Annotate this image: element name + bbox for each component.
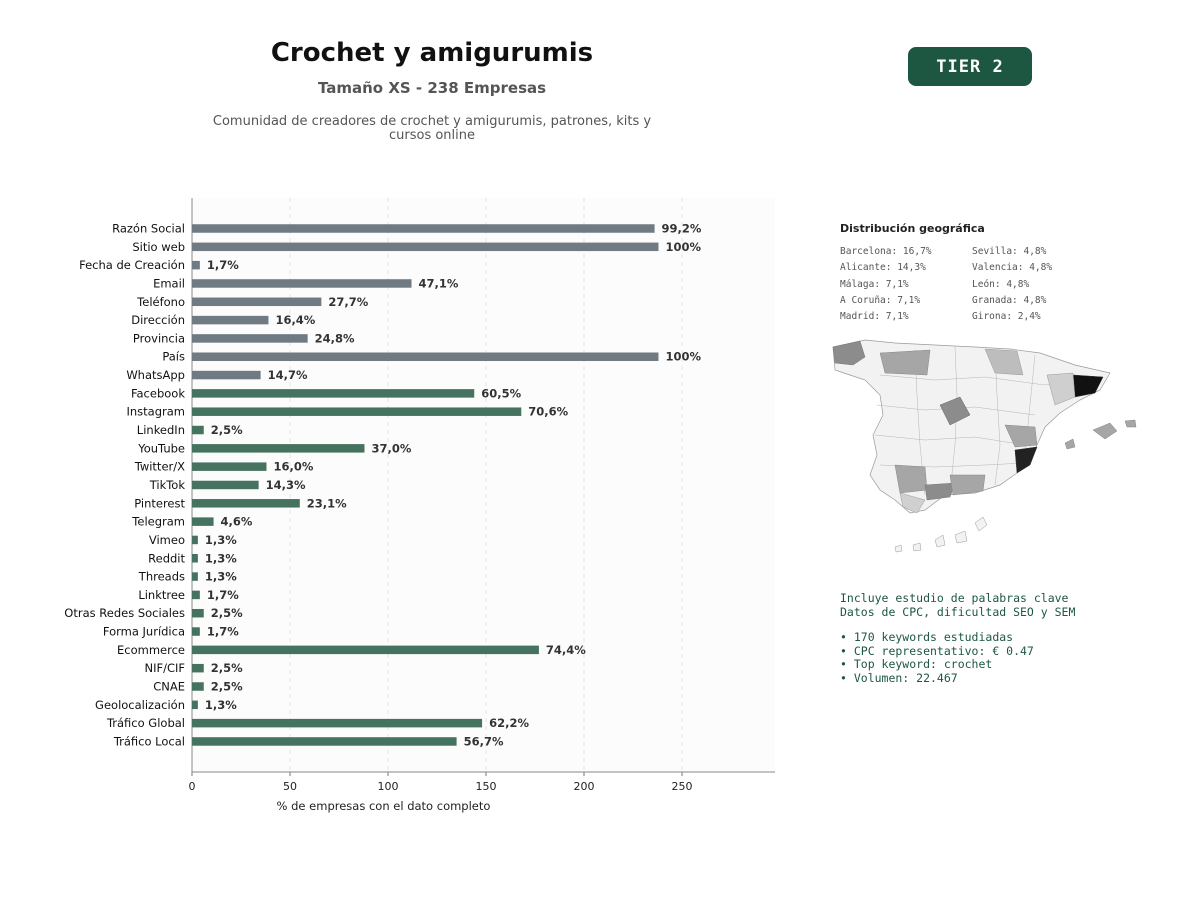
map-canaries (895, 517, 987, 552)
category-label: WhatsApp (126, 368, 185, 383)
bar (192, 426, 204, 435)
value-label: 74,4% (545, 642, 586, 657)
value-label: 60,5% (481, 386, 522, 401)
category-label: Pinterest (134, 496, 185, 511)
bar (192, 701, 198, 710)
category-label: Sitio web (132, 239, 185, 254)
bar (192, 371, 261, 380)
bar (192, 719, 482, 728)
category-label: Twitter/X (134, 459, 185, 474)
value-label: 100% (665, 349, 702, 364)
keyword-study (840, 592, 1180, 685)
value-label: 47,1% (418, 276, 459, 291)
map-region-leon (880, 350, 930, 375)
value-label: 24,8% (314, 331, 355, 346)
category-label: Threads (138, 569, 185, 584)
bar (192, 609, 204, 618)
category-label: Dirección (131, 313, 185, 328)
geo-entry: Alicante: 14,3% (840, 262, 926, 274)
category-label: Otras Redes Sociales (64, 606, 185, 621)
value-label: 2,5% (210, 606, 243, 621)
value-label: 56,7% (463, 734, 504, 749)
geo-entry: Girona: 2,4% (972, 311, 1041, 323)
x-tick-label: 0 (188, 780, 196, 793)
bar (192, 298, 321, 307)
value-label: 23,1% (306, 496, 347, 511)
bar (192, 352, 658, 361)
value-label: 14,7% (267, 368, 308, 383)
geo-distribution-list (840, 246, 1100, 327)
geo-entry: Barcelona: 16,7% (840, 246, 932, 257)
category-label: Email (153, 276, 185, 291)
value-label: 1,3% (204, 697, 237, 712)
bar (192, 627, 200, 636)
bar (192, 664, 204, 673)
value-label: 1,7% (206, 258, 239, 273)
bar (192, 334, 308, 343)
category-label: Tráfico Global (106, 716, 185, 731)
geo-title: Distribución geográfica (840, 222, 985, 235)
x-axis-label: % de empresas con el dato completo (276, 799, 491, 813)
category-label: Fecha de Creación (79, 258, 185, 273)
tier-badge: TIER 2 (908, 47, 1032, 86)
bar (192, 646, 539, 655)
map-region-malaga (925, 483, 955, 500)
value-label: 1,7% (206, 624, 239, 639)
value-label: 100% (665, 239, 702, 254)
bar (192, 572, 198, 581)
category-label: Ecommerce (117, 642, 185, 657)
geo-entry: Málaga: 7,1% (840, 278, 909, 290)
category-label: Facebook (130, 386, 185, 401)
chart-description: Comunidad de creadores de crochet y amigurumis, patrones, kits y cursos online (212, 114, 652, 143)
value-label: 27,7% (328, 294, 369, 309)
bar (192, 682, 204, 691)
bar (192, 517, 214, 526)
bar (192, 316, 268, 325)
value-label: 99,2% (661, 221, 702, 236)
chart-title: Crochet y amigurumis (270, 38, 594, 68)
geo-entry: Granada: 4,8% (972, 294, 1047, 306)
chart-subtitle: Tamaño XS - 238 Empresas (317, 79, 547, 97)
category-label: Reddit (148, 551, 185, 566)
bar (192, 389, 474, 398)
category-label: País (162, 349, 185, 364)
bar (192, 536, 198, 545)
map-region-barcelona (1073, 375, 1103, 397)
category-label: Razón Social (112, 221, 185, 236)
value-label: 4,6% (220, 514, 253, 529)
value-label: 2,5% (210, 661, 243, 676)
value-label: 1,3% (204, 551, 237, 566)
category-label: CNAE (153, 679, 185, 694)
bar (192, 261, 200, 270)
bar (192, 224, 655, 233)
bar (192, 462, 266, 471)
category-label: Geolocalización (95, 697, 185, 712)
category-label: Forma Jurídica (102, 624, 185, 639)
bar (192, 444, 364, 453)
keyword-bullet: • CPC representativo: € 0.47 (840, 643, 1034, 658)
spain-map (825, 335, 1145, 560)
category-label: Tráfico Local (113, 734, 185, 749)
geo-entry: A Coruña: 7,1% (840, 294, 921, 306)
bar (192, 554, 198, 563)
value-label: 37,0% (371, 441, 412, 456)
category-label: YouTube (138, 441, 185, 456)
category-label: LinkedIn (136, 423, 185, 438)
x-tick-label: 200 (573, 780, 595, 793)
bar (192, 737, 457, 746)
geo-entry: Sevilla: 4,8% (972, 246, 1047, 257)
bar (192, 407, 521, 416)
bar (192, 243, 658, 252)
value-label: 2,5% (210, 423, 243, 438)
bar (192, 591, 200, 600)
map-region-granada (950, 475, 985, 495)
map-region-sevilla (895, 465, 927, 493)
keyword-line-2: Datos de CPC, dificultad SEO y SEM (840, 604, 1076, 619)
category-label: Telegram (132, 514, 185, 529)
category-label: Provincia (132, 331, 185, 346)
value-label: 16,4% (275, 313, 316, 328)
map-balearics (1065, 420, 1136, 449)
geo-entry: Madrid: 7,1% (840, 311, 909, 323)
value-label: 1,3% (204, 569, 237, 584)
category-label: Instagram (126, 404, 185, 419)
geo-entry: León: 4,8% (972, 278, 1030, 290)
keyword-bullet: • Volumen: 22.467 (840, 670, 958, 685)
bar (192, 279, 412, 288)
bar (192, 481, 259, 490)
value-label: 1,7% (206, 587, 239, 602)
category-label: TikTok (149, 477, 185, 492)
value-label: 1,3% (204, 532, 237, 547)
category-label: Vimeo (148, 532, 185, 547)
value-label: 70,6% (528, 404, 569, 419)
keyword-bullet: • Top keyword: crochet (840, 657, 993, 671)
x-tick-label: 150 (475, 780, 497, 793)
x-tick-label: 250 (671, 780, 693, 793)
bar (192, 499, 300, 508)
keyword-bullet: • 170 keywords estudiadas (840, 630, 1014, 644)
category-label: Teléfono (137, 294, 185, 309)
keyword-line-1: Incluye estudio de palabras clave (840, 591, 1069, 605)
value-label: 14,3% (265, 477, 306, 492)
value-label: 2,5% (210, 679, 243, 694)
category-label: NIF/CIF (144, 661, 185, 676)
map-region-alicante (1015, 447, 1037, 473)
category-label: Linktree (138, 587, 185, 602)
value-label: 62,2% (489, 716, 529, 731)
x-tick-label: 100 (377, 780, 399, 793)
x-tick-label: 50 (283, 780, 297, 793)
value-label: 16,0% (273, 459, 314, 474)
geo-entry: Valencia: 4,8% (972, 262, 1053, 274)
